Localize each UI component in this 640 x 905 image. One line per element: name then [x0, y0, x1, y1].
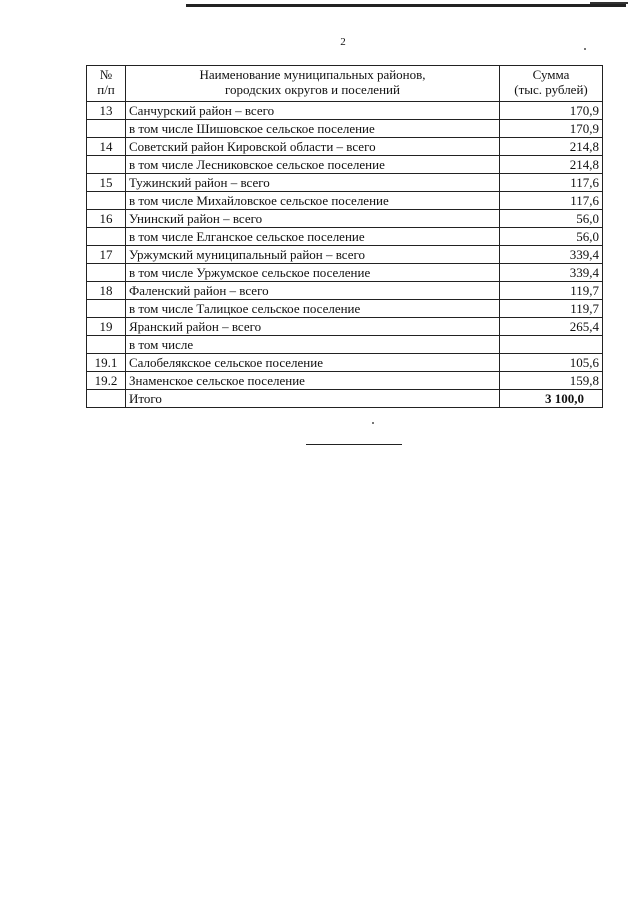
- table-row: [87, 318, 603, 336]
- cell-sum: 159,8: [500, 372, 603, 390]
- cell-sum: 339,4: [500, 246, 603, 264]
- cell-num: [87, 192, 126, 210]
- cell-num: 14: [87, 138, 126, 156]
- cell-sum: 3 100,0: [500, 390, 603, 408]
- table-total-row: [87, 390, 603, 408]
- cell-num: 13: [87, 102, 126, 120]
- table-row: [87, 264, 603, 282]
- table-row: [87, 336, 603, 354]
- cell-sum: 56,0: [500, 228, 603, 246]
- cell-name: в том числе Елганское сельское поселение: [126, 228, 500, 246]
- cell-sum: 214,8: [500, 138, 603, 156]
- cell-name: в том числе Лесниковское сельское поселение: [126, 156, 500, 174]
- cell-num: [87, 228, 126, 246]
- table-row: [87, 246, 603, 264]
- cell-num: [87, 300, 126, 318]
- table-row: [87, 372, 603, 390]
- cell-name: Санчурский район – всего: [126, 102, 500, 120]
- table-row: [87, 102, 603, 120]
- cell-sum: 56,0: [500, 210, 603, 228]
- cell-num: [87, 336, 126, 354]
- header-num: № п/п: [87, 66, 126, 102]
- cell-name: в том числе: [126, 336, 500, 354]
- table-row: [87, 210, 603, 228]
- table-row: [87, 138, 603, 156]
- cell-num: 18: [87, 282, 126, 300]
- table-row: [87, 354, 603, 372]
- cell-sum: 170,9: [500, 102, 603, 120]
- cell-name: Итого: [126, 390, 500, 408]
- cell-name: в том числе Талицкое сельское поселение: [126, 300, 500, 318]
- cell-sum: 265,4: [500, 318, 603, 336]
- scan-speck: [584, 48, 586, 50]
- cell-sum: 119,7: [500, 282, 603, 300]
- cell-num: 15: [87, 174, 126, 192]
- cell-name: Советский район Кировской области – всего: [126, 138, 500, 156]
- header-name: Наименование муниципальных районов, городских округов и поселений: [126, 66, 500, 102]
- cell-sum: 339,4: [500, 264, 603, 282]
- page-number: 2: [340, 36, 346, 48]
- closing-rule: [306, 444, 402, 445]
- cell-num: 19: [87, 318, 126, 336]
- top-scan-rule: [186, 4, 626, 7]
- table-row: [87, 120, 603, 138]
- table-body: [87, 102, 603, 408]
- cell-name: в том числе Шишовское сельское поселение: [126, 120, 500, 138]
- table-row: [87, 228, 603, 246]
- cell-sum: 214,8: [500, 156, 603, 174]
- cell-num: 16: [87, 210, 126, 228]
- cell-name: Фаленский район – всего: [126, 282, 500, 300]
- scan-speck: [372, 422, 374, 424]
- cell-name: в том числе Уржумское сельское поселение: [126, 264, 500, 282]
- cell-num: [87, 390, 126, 408]
- cell-sum: 105,6: [500, 354, 603, 372]
- cell-num: 19.1: [87, 354, 126, 372]
- cell-sum: 117,6: [500, 174, 603, 192]
- cell-name: Уржумский муниципальный район – всего: [126, 246, 500, 264]
- cell-name: Яранский район – всего: [126, 318, 500, 336]
- cell-sum: 117,6: [500, 192, 603, 210]
- table-row: [87, 174, 603, 192]
- table-row: [87, 156, 603, 174]
- table-row: [87, 192, 603, 210]
- cell-num: [87, 156, 126, 174]
- header-sum: Сумма (тыс. рублей): [500, 66, 603, 102]
- cell-name: в том числе Михайловское сельское поселение: [126, 192, 500, 210]
- cell-num: 17: [87, 246, 126, 264]
- cell-name: Тужинский район – всего: [126, 174, 500, 192]
- cell-num: [87, 264, 126, 282]
- top-scan-rule-end: [590, 2, 628, 4]
- cell-num: 19.2: [87, 372, 126, 390]
- cell-name: Салобелякское сельское поселение: [126, 354, 500, 372]
- table-row: [87, 300, 603, 318]
- table-row: [87, 282, 603, 300]
- cell-name: Знаменское сельское поселение: [126, 372, 500, 390]
- cell-sum: 119,7: [500, 300, 603, 318]
- cell-sum: [500, 336, 603, 354]
- cell-num: [87, 120, 126, 138]
- table-header-row: [87, 66, 603, 102]
- cell-name: Унинский район – всего: [126, 210, 500, 228]
- cell-sum: 170,9: [500, 120, 603, 138]
- allocation-table: [86, 65, 603, 408]
